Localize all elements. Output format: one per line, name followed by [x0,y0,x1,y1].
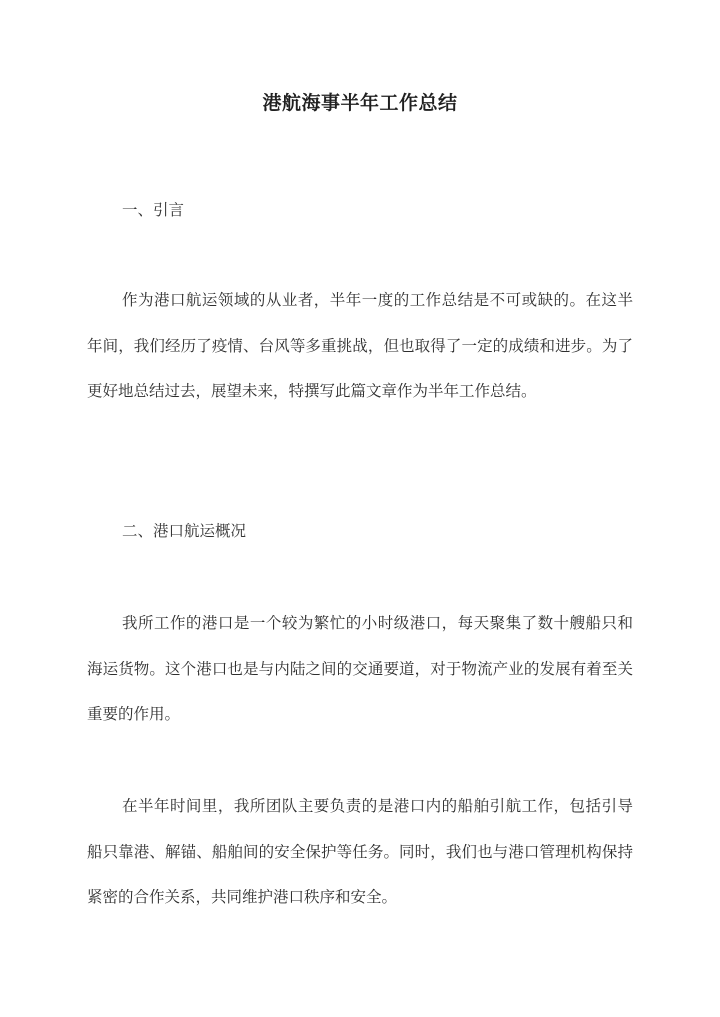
section-heading-port-overview: 二、港口航运概况 [122,522,247,540]
document-title: 港航海事半年工作总结 [262,92,458,114]
introduction-paragraph: 作为港口航运领域的从业者，半年一度的工作总结是不可或缺的。在这半年间，我们经历了疫情、台风等多重挑战，但也取得了一定的成绩和进步。为了更好地总结过去，展望未来，特撰写此篇文章作为半年工作总结。 [87,291,633,400]
port-overview-paragraph-2: 在半年时间里，我所团队主要负责的是港口内的船舶引航工作，包括引导船只靠港、解锚、船舶间的安全保护等任务。同时，我们也与港口管理机构保持紧密的合作关系，共同维护港口秩序和安全。 [87,797,633,906]
section-heading-introduction: 一、引言 [122,201,185,219]
port-overview-paragraph-1: 我所工作的港口是一个较为繁忙的小时级港口，每天聚集了数十艘船只和海运货物。这个港口也是与内陆之间的交通要道，对于物流产业的发展有着至关重要的作用。 [87,614,633,723]
